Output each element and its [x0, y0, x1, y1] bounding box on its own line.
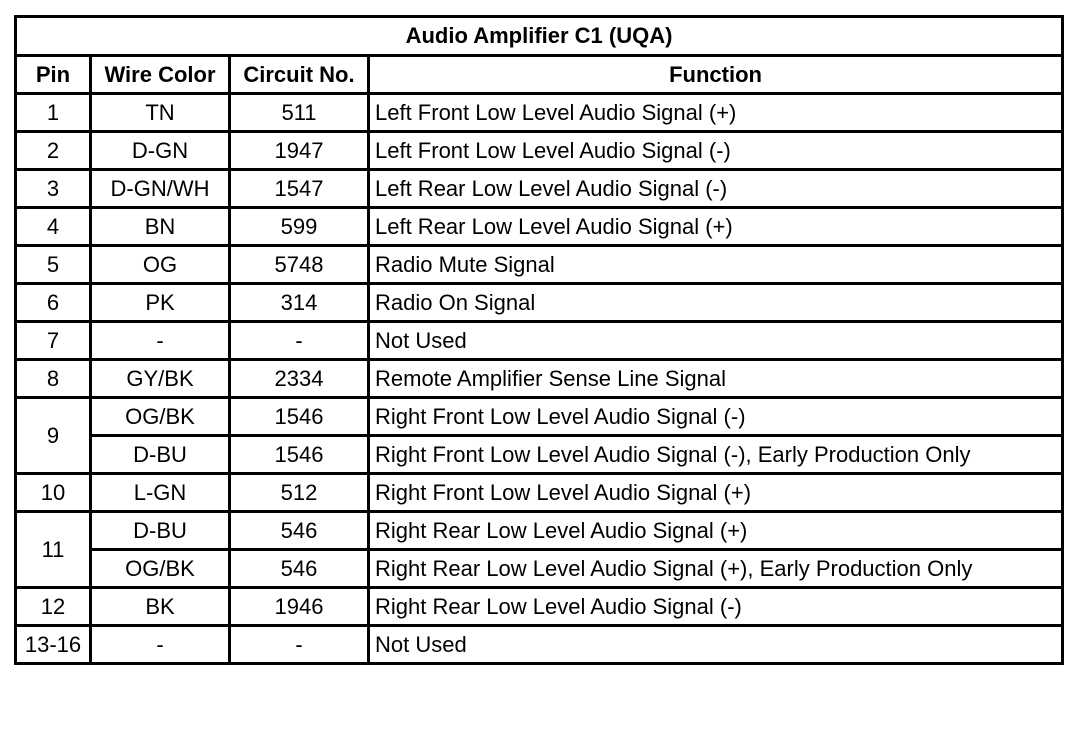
- header-pin: Pin: [16, 56, 91, 94]
- pin-cell: 11: [16, 512, 91, 588]
- pin-cell: 5: [16, 246, 91, 284]
- wire-color-cell: L-GN: [91, 474, 230, 512]
- wire-color-cell: OG/BK: [91, 550, 230, 588]
- function-cell: Not Used: [369, 626, 1063, 664]
- table-row: [16, 170, 1063, 208]
- table-row: [16, 284, 1063, 322]
- function-cell: Right Front Low Level Audio Signal (-), Early Production Only: [369, 436, 1063, 474]
- function-cell: Remote Amplifier Sense Line Signal: [369, 360, 1063, 398]
- circuit-no-cell: 1947: [230, 132, 369, 170]
- table-row: [16, 550, 1063, 588]
- circuit-no-cell: 546: [230, 550, 369, 588]
- table-row: [16, 322, 1063, 360]
- circuit-no-cell: 599: [230, 208, 369, 246]
- table-row: [16, 474, 1063, 512]
- wire-color-cell: TN: [91, 94, 230, 132]
- wire-color-cell: PK: [91, 284, 230, 322]
- circuit-no-cell: 2334: [230, 360, 369, 398]
- pin-cell: 8: [16, 360, 91, 398]
- function-cell: Right Rear Low Level Audio Signal (+), Early Production Only: [369, 550, 1063, 588]
- circuit-no-cell: 1546: [230, 436, 369, 474]
- table-row: [16, 208, 1063, 246]
- table-row: [16, 436, 1063, 474]
- wire-color-cell: BK: [91, 588, 230, 626]
- function-cell: Left Front Low Level Audio Signal (+): [369, 94, 1063, 132]
- pinout-table: [14, 15, 1064, 665]
- table-row: [16, 626, 1063, 664]
- circuit-no-cell: 546: [230, 512, 369, 550]
- pin-cell: 3: [16, 170, 91, 208]
- header-circuit-no: Circuit No.: [230, 56, 369, 94]
- function-cell: Radio Mute Signal: [369, 246, 1063, 284]
- wire-color-cell: D-GN: [91, 132, 230, 170]
- pin-cell: 13-16: [16, 626, 91, 664]
- pin-cell: 10: [16, 474, 91, 512]
- pin-cell: 7: [16, 322, 91, 360]
- function-cell: Not Used: [369, 322, 1063, 360]
- pin-cell: 6: [16, 284, 91, 322]
- table-row: [16, 398, 1063, 436]
- circuit-no-cell: 511: [230, 94, 369, 132]
- pin-cell: 4: [16, 208, 91, 246]
- circuit-no-cell: 1546: [230, 398, 369, 436]
- table-row: [16, 94, 1063, 132]
- pin-cell: 1: [16, 94, 91, 132]
- function-cell: Left Front Low Level Audio Signal (-): [369, 132, 1063, 170]
- circuit-no-cell: 1946: [230, 588, 369, 626]
- wire-color-cell: OG: [91, 246, 230, 284]
- table-title: Audio Amplifier C1 (UQA): [16, 17, 1063, 56]
- wire-color-cell: -: [91, 322, 230, 360]
- header-row: [16, 56, 1063, 94]
- circuit-no-cell: 314: [230, 284, 369, 322]
- wire-color-cell: OG/BK: [91, 398, 230, 436]
- table-row: [16, 588, 1063, 626]
- wire-color-cell: GY/BK: [91, 360, 230, 398]
- wire-color-cell: D-GN/WH: [91, 170, 230, 208]
- pin-cell: 12: [16, 588, 91, 626]
- function-cell: Right Front Low Level Audio Signal (-): [369, 398, 1063, 436]
- title-row: [16, 17, 1063, 56]
- circuit-no-cell: -: [230, 626, 369, 664]
- table-row: [16, 360, 1063, 398]
- header-wire-color: Wire Color: [91, 56, 230, 94]
- header-function: Function: [369, 56, 1063, 94]
- table-row: [16, 246, 1063, 284]
- table-row: [16, 132, 1063, 170]
- function-cell: Right Rear Low Level Audio Signal (+): [369, 512, 1063, 550]
- table-body: [16, 94, 1063, 664]
- wire-color-cell: BN: [91, 208, 230, 246]
- wire-color-cell: -: [91, 626, 230, 664]
- function-cell: Radio On Signal: [369, 284, 1063, 322]
- function-cell: Left Rear Low Level Audio Signal (-): [369, 170, 1063, 208]
- pin-cell: 2: [16, 132, 91, 170]
- circuit-no-cell: 512: [230, 474, 369, 512]
- circuit-no-cell: 1547: [230, 170, 369, 208]
- function-cell: Right Front Low Level Audio Signal (+): [369, 474, 1063, 512]
- function-cell: Right Rear Low Level Audio Signal (-): [369, 588, 1063, 626]
- circuit-no-cell: -: [230, 322, 369, 360]
- function-cell: Left Rear Low Level Audio Signal (+): [369, 208, 1063, 246]
- pin-cell: 9: [16, 398, 91, 474]
- wire-color-cell: D-BU: [91, 512, 230, 550]
- table-row: [16, 512, 1063, 550]
- wire-color-cell: D-BU: [91, 436, 230, 474]
- circuit-no-cell: 5748: [230, 246, 369, 284]
